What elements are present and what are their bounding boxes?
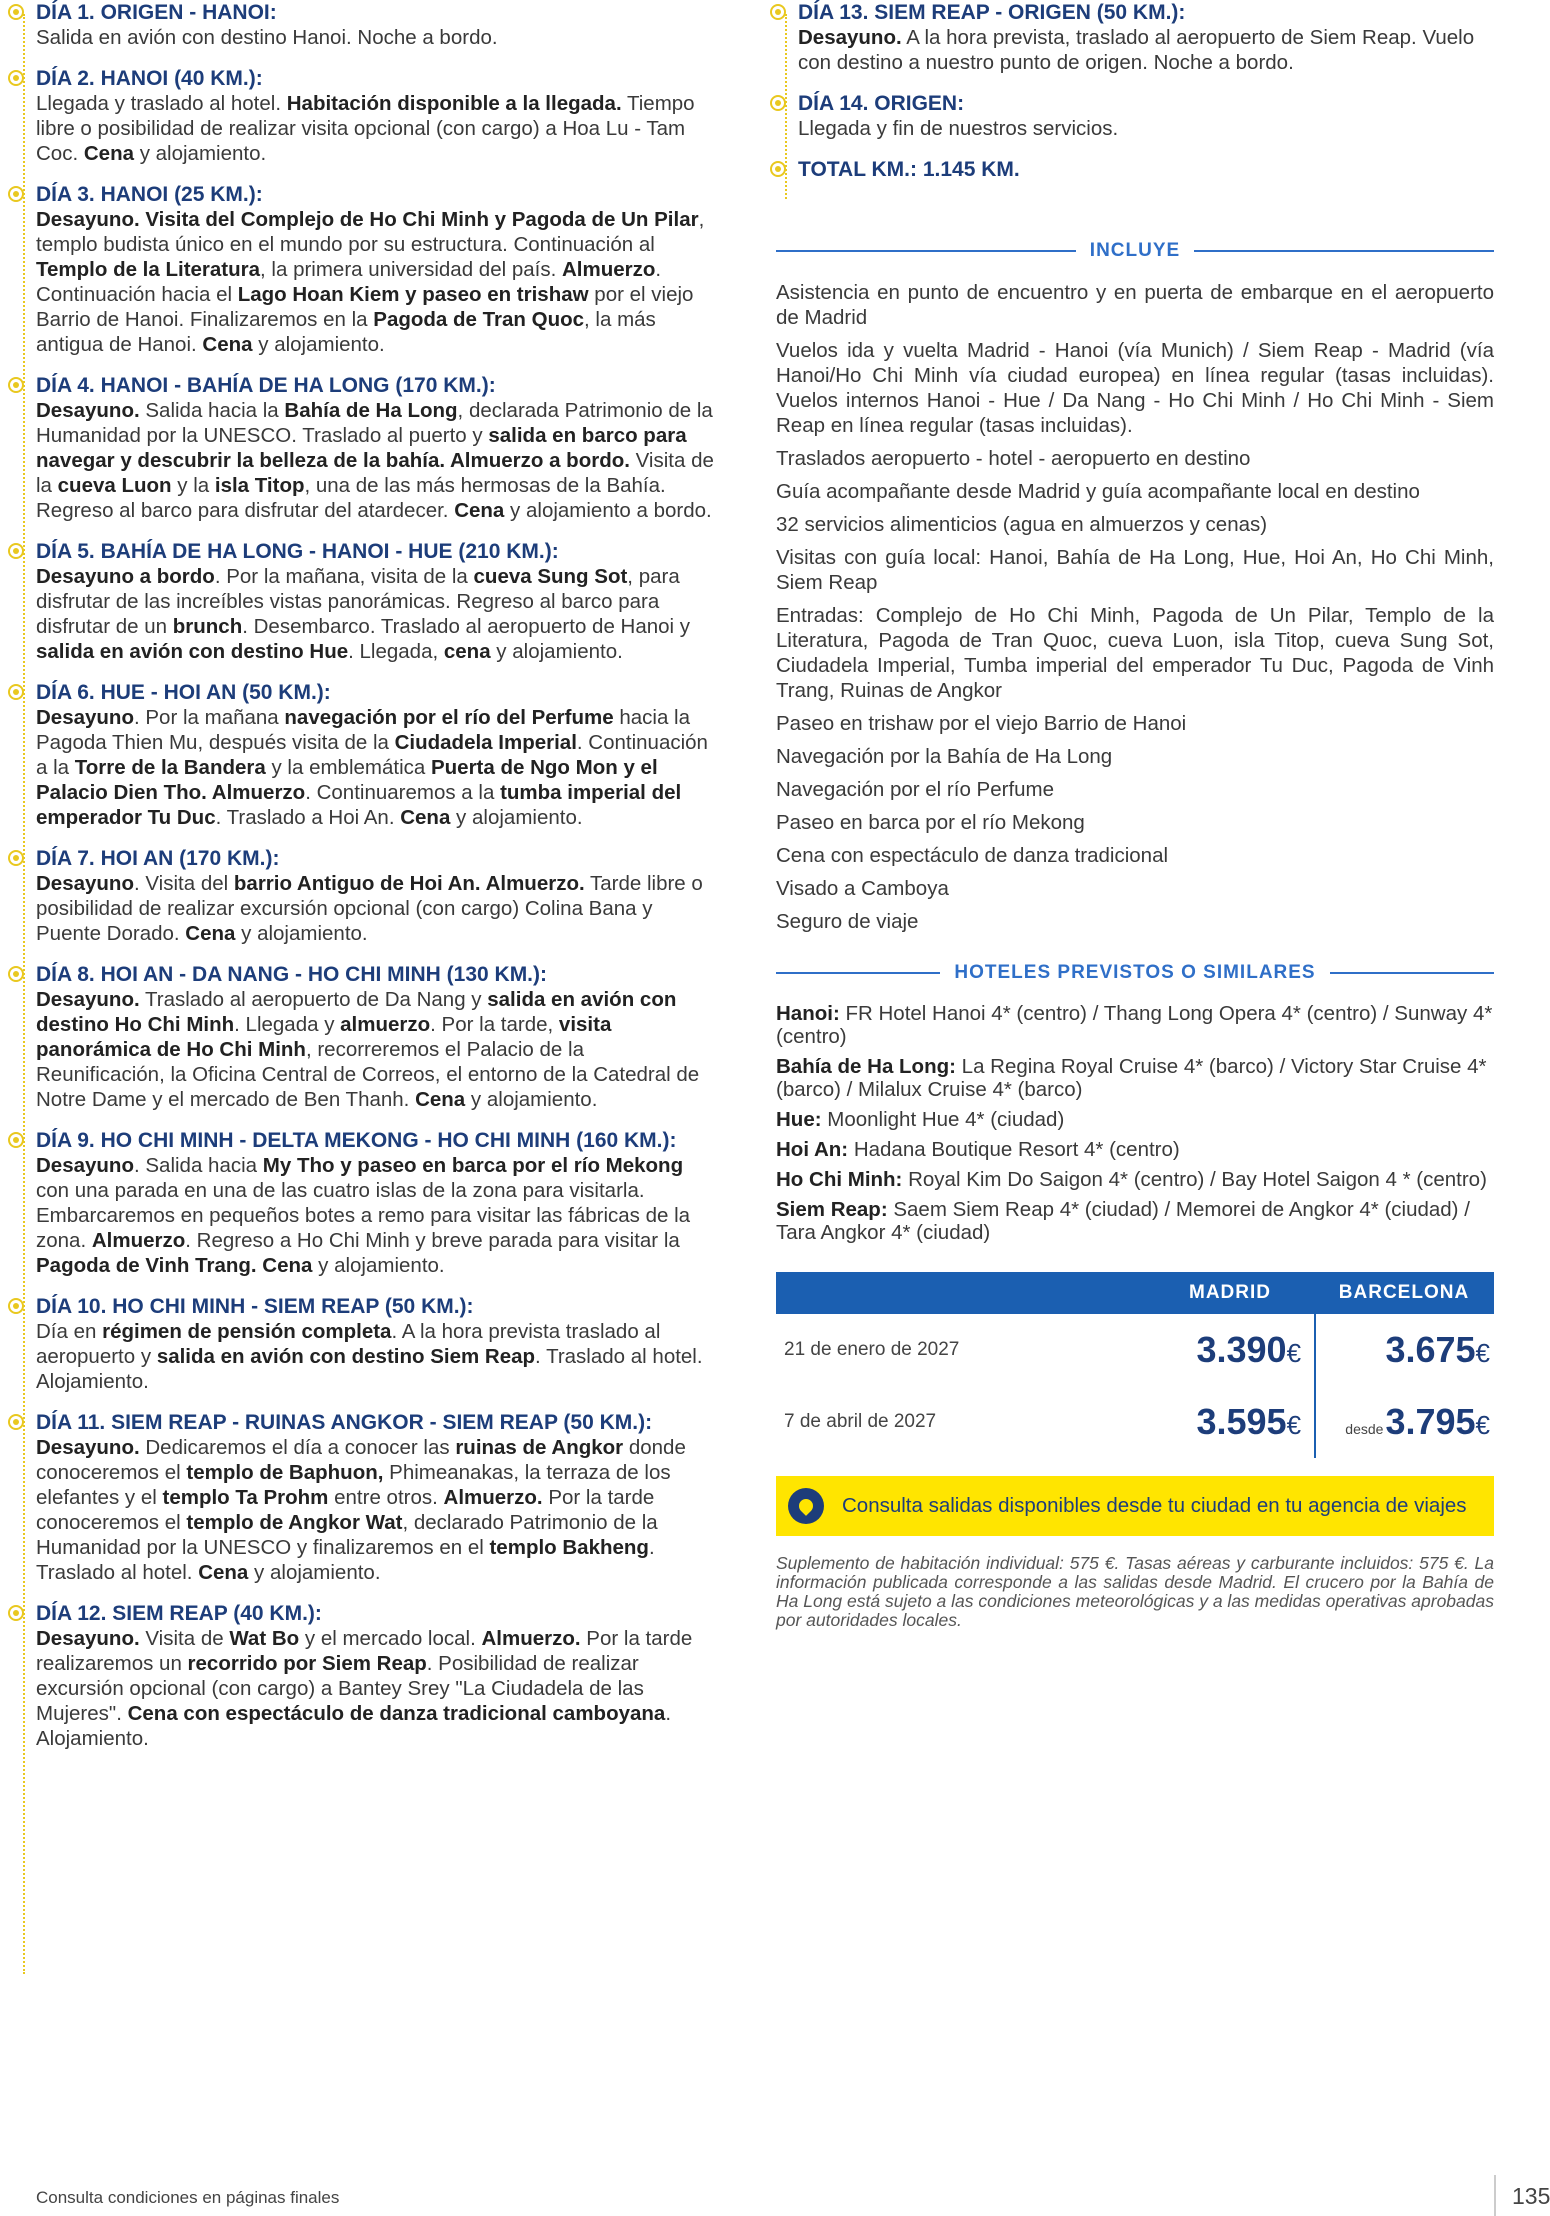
barcelona-price: 3.795€ [1385, 1401, 1491, 1442]
itinerary-day [776, 0, 1494, 75]
incluye-item: Guía acompañante desde Madrid y guía acompañante local en destino [776, 480, 1420, 503]
hotel-city: Hanoi: [776, 1002, 840, 1025]
day-title: TOTAL KM.: 1.145 KM. [798, 158, 1020, 181]
incluye-item: Paseo en trishaw por el viejo Barrio de Hanoi [776, 712, 1187, 735]
itinerary-day [14, 0, 714, 50]
day-title: DÍA 7. HOI AN (170 KM.): [36, 847, 280, 870]
timeline-dot-icon [8, 186, 24, 202]
departure-date: 21 de enero de 2027 [784, 1339, 960, 1360]
incluye-label: INCLUYE [1089, 240, 1181, 261]
incluye-heading [776, 240, 1494, 262]
price-table-header [776, 1272, 1494, 1314]
timeline-dot-icon [8, 4, 24, 20]
incluye-item: Entradas: Complejo de Ho Chi Minh, Pagoda de Un Pilar, Templo de la Literatura, Pagoda de Tran Quoc, cueva Luon, isla Titop, cueva Sung Sot, Ciudadela Imperial, Tumba imperial del emperador Tu Duc, Pagoda de Vinh Trang, Ruinas de Angkor [776, 604, 1494, 702]
page-separator [1494, 2175, 1496, 2216]
page-number: 135 [1512, 2183, 1550, 2209]
price-table [776, 1272, 1494, 1458]
timeline-dot-icon [8, 1298, 24, 1314]
itinerary-day [14, 680, 714, 830]
hotel-names: Moonlight Hue 4* (ciudad) [821, 1108, 1065, 1131]
hoteles-label: HOTELES PREVISTOS O SIMILARES [954, 962, 1316, 983]
day-description: Desayuno. Salida hacia la Bahía de Ha Long, declarada Patrimonio de la Humanidad por la UNESCO. Traslado al puerto y salida en barco para navegar y descubrir la belleza de la bahía. Almuerzo a bordo. Visita de la cueva Luon y la isla Titop, una de las más hermosas de la Bahía. Regreso al barco para disfrutar del atardecer. Cena y alojamiento a bordo. [36, 399, 714, 522]
day-title: DÍA 2. HANOI (40 KM.): [36, 67, 263, 90]
madrid-price: 3.595€ [1196, 1401, 1302, 1442]
barcelona-price: 3.675€ [1385, 1329, 1491, 1370]
hotel-list [776, 1002, 1494, 1244]
timeline-dot-icon [8, 850, 24, 866]
conditions-note: Suplemento de habitación individual: 575 €. Tasas aéreas y carburante incluidos: 575 €. La información publicada corresponde a las salidas desde Madrid. El crucero por la Bahía de Ha Long está sujeto a las condiciones meteorológicas y a las medidas operativas aprobadas por autoridades locales. [776, 1553, 1494, 1630]
day-title: DÍA 14. ORIGEN: [798, 92, 965, 115]
day-title: DÍA 12. SIEM REAP (40 KM.): [36, 1602, 322, 1625]
day-description: Desayuno. Visita del Complejo de Ho Chi Minh y Pagoda de Un Pilar, templo budista único en el mundo por su estructura. Continuación al Templo de la Literatura, la primera universidad del país. Almuerzo. Continuación hacia el Lago Hoan Kiem y paseo en trishaw por el viejo Barrio de Hanoi. Finalizaremos en la Pagoda de Tran Quoc, la más antigua de Hanoi. Cena y alojamiento. [36, 208, 705, 356]
itinerary-day [14, 1294, 714, 1394]
timeline-dot-icon [770, 95, 786, 111]
day-description: Llegada y fin de nuestros servicios. [798, 117, 1119, 140]
timeline-dot-icon [8, 966, 24, 982]
day-title: DÍA 4. HANOI - BAHÍA DE HA LONG (170 KM.): [36, 374, 496, 397]
day-description: Desayuno. Traslado al aeropuerto de Da Nang y salida en avión con destino Ho Chi Minh. Llegada y almuerzo. Por la tarde, visita panorámica de Ho Chi Minh, recorreremos el Palacio de la Reunificación, la Oficina Central de Correos, el entorno de la Catedral de Notre Dame y el mercado de Ben Thanh. Cena y alojamiento. [36, 988, 700, 1111]
incluye-item: Traslados aeropuerto - hotel - aeropuerto en destino [776, 447, 1251, 470]
itinerary-left-column [14, 0, 714, 1767]
day-description: Día en régimen de pensión completa. A la hora prevista traslado al aeropuerto y salida en avión con destino Siem Reap. Traslado al hotel. Alojamiento. [36, 1320, 703, 1393]
itinerary-day [14, 1128, 714, 1278]
day-description: Desayuno. Dedicaremos el día a conocer las ruinas de Angkor donde conoceremos el templo de Baphuon, Phimeanakas, la terraza de los elefantes y el templo Ta Prohm entre otros. Almuerzo. Por la tarde conoceremos el templo de Angkor Wat, declarado Patrimonio de la Humanidad por la UNESCO y finalizaremos en el templo Bakheng. Traslado al hotel. Cena y alojamiento. [36, 1436, 686, 1584]
itinerary-day [14, 182, 714, 357]
timeline-dot-icon [8, 543, 24, 559]
hotel-names: Saem Siem Reap 4* (ciudad) / Memorei de Angkor 4* (ciudad) / Tara Angkor 4* (ciudad) [776, 1198, 1470, 1244]
timeline-dot-icon [8, 1132, 24, 1148]
incluye-item: Vuelos ida y vuelta Madrid - Hanoi (vía Munich) / Siem Reap - Madrid (vía Hanoi/Ho Chi Minh vía ciudad europea) en línea regular (tasas incluidas). Vuelos internos Hanoi - Hue / Da Nang - Ho Chi Minh / Ho Chi Minh - Siem Reap en línea regular (tasas incluidas). [776, 339, 1494, 437]
itinerary-day [14, 66, 714, 166]
hotel-city: Ho Chi Minh: [776, 1168, 903, 1191]
hotel-entry [776, 1138, 1494, 1161]
day-description: Desayuno. Salida hacia My Tho y paseo en barca por el río Mekong con una parada en una de las cuatro islas de la zona para visitarla. Embarcaremos en pequeños botes a remo para visitar las fábricas de la zona. Almuerzo. Regreso a Ho Chi Minh y breve parada para visitar la Pagoda de Vinh Trang. Cena y alojamiento. [36, 1154, 691, 1277]
hotel-names: Hadana Boutique Resort 4* (centro) [848, 1138, 1180, 1161]
day-description: Salida en avión con destino Hanoi. Noche a bordo. [36, 26, 498, 49]
itinerary-day [14, 373, 714, 523]
desde-label: desde [1345, 1421, 1384, 1437]
incluye-item: Asistencia en punto de encuentro y en puerta de embarque en el aeropuerto de Madrid [776, 281, 1494, 329]
hotel-city: Bahía de Ha Long: [776, 1055, 956, 1078]
day-title: DÍA 10. HO CHI MINH - SIEM REAP (50 KM.): [36, 1295, 474, 1318]
footer-text: Consulta condiciones en páginas finales [36, 2188, 340, 2207]
incluye-item: 32 servicios alimenticios (agua en almuerzos y cenas) [776, 513, 1268, 536]
timeline-dot-icon [8, 1414, 24, 1430]
incluye-item: Paseo en barca por el río Mekong [776, 811, 1085, 834]
location-pin-icon [788, 1488, 824, 1524]
day-title: DÍA 6. HUE - HOI AN (50 KM.): [36, 681, 331, 704]
day-description: Desayuno. Por la mañana navegación por el río del Perfume hacia la Pagoda Thien Mu, después visita de la Ciudadela Imperial. Continuación a la Torre de la Bandera y la emblemática Puerta de Ngo Mon y el Palacio Dien Tho. Almuerzo. Continuaremos a la tumba imperial del emperador Tu Duc. Traslado a Hoi An. Cena y alojamiento. [36, 706, 708, 829]
incluye-item: Seguro de viaje [776, 910, 919, 933]
hotel-entry [776, 1168, 1494, 1191]
barcelona-header: BARCELONA [1338, 1282, 1470, 1303]
hotel-names: FR Hotel Hanoi 4* (centro) / Thang Long Opera 4* (centro) / Sunway 4* (centro) [776, 1002, 1493, 1048]
incluye-item: Visitas con guía local: Hanoi, Bahía de Ha Long, Hue, Hoi An, Ho Chi Minh, Siem Reap [776, 546, 1494, 594]
day-title: DÍA 8. HOI AN - DA NANG - HO CHI MINH (130 KM.): [36, 963, 548, 986]
left-days-list [14, 0, 714, 1751]
timeline-dot-icon [770, 4, 786, 20]
day-title: DÍA 11. SIEM REAP - RUINAS ANGKOR - SIEM REAP (50 KM.): [36, 1411, 653, 1434]
madrid-header: MADRID [1189, 1282, 1271, 1303]
day-title: DÍA 1. ORIGEN - HANOI: [36, 1, 277, 24]
itinerary-day [14, 1410, 714, 1585]
hotel-names: Royal Kim Do Saigon 4* (centro) / Bay Hotel Saigon 4 * (centro) [902, 1168, 1487, 1191]
incluye-item: Cena con espectáculo de danza tradicional [776, 844, 1169, 867]
day-description: Desayuno. A la hora prevista, traslado al aeropuerto de Siem Reap. Vuelo con destino a nuestro punto de origen. Noche a bordo. [798, 26, 1475, 74]
itinerary-day [776, 157, 1494, 182]
itinerary-day [776, 91, 1494, 141]
timeline-dot-icon [8, 684, 24, 700]
itinerary-day [14, 539, 714, 664]
hotel-city: Hoi An: [776, 1138, 849, 1161]
hoteles-heading [776, 962, 1494, 984]
day-description: Desayuno. Visita del barrio Antiguo de Hoi An. Almuerzo. Tarde libre o posibilidad de realizar excursión opcional (con cargo) Colina Bana y Puente Dorado. Cena y alojamiento. [36, 872, 703, 945]
hotel-names: La Regina Royal Cruise 4* (barco) / Victory Star Cruise 4* (barco) / Milalux Cruise 4* (barco) [776, 1055, 1487, 1101]
itinerary-day [14, 846, 714, 946]
hotel-city: Hue: [776, 1108, 822, 1131]
madrid-price: 3.390€ [1196, 1329, 1302, 1370]
hotel-entry [776, 1198, 1494, 1244]
incluye-list [776, 280, 1494, 934]
incluye-item: Navegación por la Bahía de Ha Long [776, 745, 1113, 768]
timeline-dot-icon [770, 161, 786, 177]
itinerary-day [14, 1601, 714, 1751]
day-description: Llegada y traslado al hotel. Habitación disponible a la llegada. Tiempo libre o posibilidad de realizar visita opcional (con cargo) a Hoa Lu - Tam Coc. Cena y alojamiento. [36, 92, 695, 165]
hotel-entry [776, 1108, 1494, 1131]
callout-text: Consulta salidas disponibles desde tu ciudad en tu agencia de viajes [842, 1494, 1467, 1517]
price-row [776, 1386, 1494, 1458]
right-days-list [776, 0, 1494, 182]
price-row [776, 1314, 1494, 1386]
timeline-dot-icon [8, 1605, 24, 1621]
day-title: DÍA 13. SIEM REAP - ORIGEN (50 KM.): [798, 1, 1186, 24]
incluye-item: Visado a Camboya [776, 877, 949, 900]
incluye-item: Navegación por el río Perfume [776, 778, 1055, 801]
itinerary-day [14, 962, 714, 1112]
hotel-entry [776, 1002, 1494, 1048]
departure-date: 7 de abril de 2027 [784, 1411, 937, 1432]
day-description: Desayuno. Visita de Wat Bo y el mercado local. Almuerzo. Por la tarde realizaremos un recorrido por Siem Reap. Posibilidad de realizar excursión opcional (con cargo) a Bantey Srey "La Ciudadela de las Mujeres". Cena con espectáculo de danza tradicional camboyana. Alojamiento. [36, 1627, 693, 1750]
agency-callout [776, 1476, 1494, 1536]
day-title: DÍA 9. HO CHI MINH - DELTA MEKONG - HO CHI MINH (160 KM.): [36, 1129, 677, 1152]
hotel-entry [776, 1055, 1494, 1101]
day-title: DÍA 3. HANOI (25 KM.): [36, 183, 263, 206]
timeline-dot-icon [8, 70, 24, 86]
day-description: Desayuno a bordo. Por la mañana, visita de la cueva Sung Sot, para disfrutar de las increíbles vistas panorámicas. Regreso al barco para disfrutar de un brunch. Desembarco. Traslado al aeropuerto de Hanoi y salida en avión con destino Hue. Llegada, cena y alojamiento. [36, 565, 691, 663]
right-column [776, 0, 1494, 1630]
hotel-city: Siem Reap: [776, 1198, 888, 1221]
timeline-dot-icon [8, 377, 24, 393]
day-title: DÍA 5. BAHÍA DE HA LONG - HANOI - HUE (210 KM.): [36, 540, 559, 563]
